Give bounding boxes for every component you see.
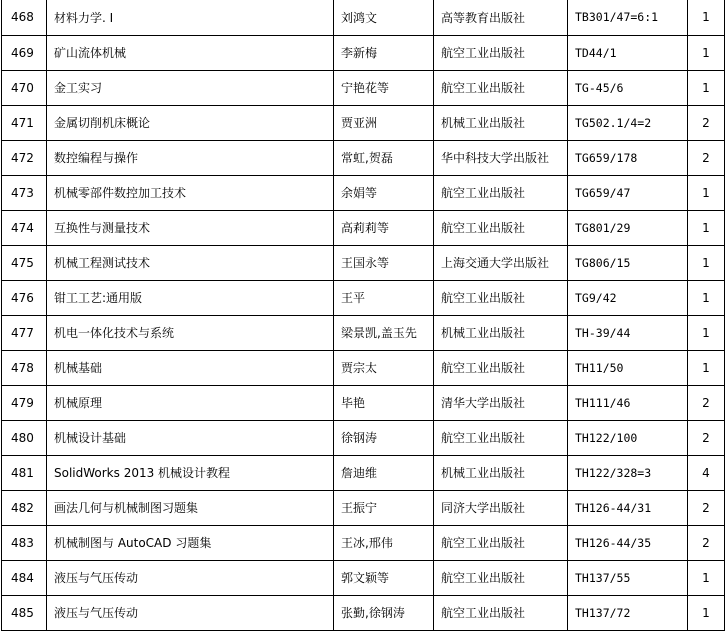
book-title-cell: 数控编程与操作 [47,140,334,175]
row-number-cell: 479 [2,385,47,420]
book-title-cell: 液压与气压传动 [47,560,334,595]
author-cell: 常虹,贺磊 [334,140,434,175]
publisher-cell: 航空工业出版社 [434,560,568,595]
row-number-cell: 483 [2,525,47,560]
table-row [2,0,725,35]
publisher-cell: 航空工业出版社 [434,210,568,245]
book-title-cell: 机电一体化技术与系统 [47,315,334,350]
author-cell: 王振宁 [334,490,434,525]
author-cell: 张勤,徐钢涛 [334,595,434,630]
row-number-cell: 478 [2,350,47,385]
book-title-cell: 机械原理 [47,385,334,420]
publisher-cell: 机械工业出版社 [434,315,568,350]
book-title-cell: 金属切削机床概论 [47,105,334,140]
quantity-cell: 1 [688,280,725,315]
book-title-cell: 画法几何与机械制图习题集 [47,490,334,525]
row-number-cell: 473 [2,175,47,210]
quantity-cell: 1 [688,245,725,280]
call-number-cell: TG-45/6 [568,70,688,105]
publisher-cell: 航空工业出版社 [434,595,568,630]
quantity-cell: 2 [688,525,725,560]
publisher-cell: 航空工业出版社 [434,280,568,315]
row-number-cell: 472 [2,140,47,175]
quantity-cell: 2 [688,105,725,140]
publisher-cell: 航空工业出版社 [434,350,568,385]
row-number-cell: 475 [2,245,47,280]
call-number-cell: TG659/47 [568,175,688,210]
book-title-cell: 机械基础 [47,350,334,385]
publisher-cell: 同济大学出版社 [434,490,568,525]
row-number-cell: 485 [2,595,47,630]
author-cell: 王平 [334,280,434,315]
author-cell: 詹迪维 [334,455,434,490]
table-row [2,315,725,350]
call-number-cell: TH-39/44 [568,315,688,350]
author-cell: 贾宗太 [334,350,434,385]
table-row [2,420,725,455]
table-row [2,175,725,210]
publisher-cell: 华中科技大学出版社 [434,140,568,175]
publisher-cell: 航空工业出版社 [434,525,568,560]
call-number-cell: TH137/55 [568,560,688,595]
author-cell: 徐钢涛 [334,420,434,455]
book-title-cell: 矿山流体机械 [47,35,334,70]
table-row [2,245,725,280]
author-cell: 贾亚洲 [334,105,434,140]
call-number-cell: TH126-44/35 [568,525,688,560]
table-row [2,490,725,525]
author-cell: 高莉莉等 [334,210,434,245]
call-number-cell: TH137/72 [568,595,688,630]
quantity-cell: 2 [688,140,725,175]
row-number-cell: 477 [2,315,47,350]
publisher-cell: 航空工业出版社 [434,70,568,105]
row-number-cell: 482 [2,490,47,525]
publisher-cell: 上海交通大学出版社 [434,245,568,280]
quantity-cell: 2 [688,490,725,525]
quantity-cell: 2 [688,420,725,455]
book-title-cell: 材料力学. I [47,0,334,35]
call-number-cell: TB301/47=6:1 [568,0,688,35]
call-number-cell: TH111/46 [568,385,688,420]
book-title-cell: 机械零部件数控加工技术 [47,175,334,210]
book-title-cell: 互换性与测量技术 [47,210,334,245]
row-number-cell: 474 [2,210,47,245]
row-number-cell: 471 [2,105,47,140]
table-row [2,70,725,105]
author-cell: 王冰,邢伟 [334,525,434,560]
call-number-cell: TG801/29 [568,210,688,245]
table-row [2,560,725,595]
author-cell: 余娟等 [334,175,434,210]
author-cell: 刘鸿文 [334,0,434,35]
table-row [2,140,725,175]
publisher-cell: 机械工业出版社 [434,455,568,490]
quantity-cell: 1 [688,315,725,350]
book-title-cell: SolidWorks 2013 机械设计教程 [47,455,334,490]
row-number-cell: 476 [2,280,47,315]
author-cell: 梁景凯,盖玉先 [334,315,434,350]
publisher-cell: 清华大学出版社 [434,385,568,420]
table-row [2,350,725,385]
quantity-cell: 1 [688,560,725,595]
call-number-cell: TH122/328=3 [568,455,688,490]
table-row [2,595,725,630]
table-row [2,455,725,490]
book-title-cell: 钳工工艺:通用版 [47,280,334,315]
row-number-cell: 470 [2,70,47,105]
call-number-cell: TD44/1 [568,35,688,70]
quantity-cell: 1 [688,210,725,245]
book-list-body [2,0,725,630]
row-number-cell: 469 [2,35,47,70]
table-row [2,35,725,70]
publisher-cell: 航空工业出版社 [434,175,568,210]
author-cell: 毕艳 [334,385,434,420]
publisher-cell: 航空工业出版社 [434,420,568,455]
publisher-cell: 航空工业出版社 [434,35,568,70]
quantity-cell: 2 [688,385,725,420]
author-cell: 宁艳花等 [334,70,434,105]
book-title-cell: 机械工程测试技术 [47,245,334,280]
call-number-cell: TG9/42 [568,280,688,315]
quantity-cell: 1 [688,35,725,70]
call-number-cell: TG806/15 [568,245,688,280]
book-title-cell: 金工实习 [47,70,334,105]
call-number-cell: TG502.1/4=2 [568,105,688,140]
row-number-cell: 484 [2,560,47,595]
call-number-cell: TH122/100 [568,420,688,455]
book-list-table [1,0,725,631]
quantity-cell: 1 [688,70,725,105]
quantity-cell: 1 [688,595,725,630]
author-cell: 王国永等 [334,245,434,280]
publisher-cell: 高等教育出版社 [434,0,568,35]
book-title-cell: 液压与气压传动 [47,595,334,630]
quantity-cell: 4 [688,455,725,490]
quantity-cell: 1 [688,175,725,210]
row-number-cell: 468 [2,0,47,35]
table-row [2,525,725,560]
quantity-cell: 1 [688,0,725,35]
row-number-cell: 481 [2,455,47,490]
call-number-cell: TG659/178 [568,140,688,175]
table-row [2,210,725,245]
author-cell: 李新梅 [334,35,434,70]
book-title-cell: 机械设计基础 [47,420,334,455]
book-title-cell: 机械制图与 AutoCAD 习题集 [47,525,334,560]
table-row [2,280,725,315]
row-number-cell: 480 [2,420,47,455]
table-row [2,105,725,140]
author-cell: 郭文颖等 [334,560,434,595]
call-number-cell: TH126-44/31 [568,490,688,525]
publisher-cell: 机械工业出版社 [434,105,568,140]
quantity-cell: 1 [688,350,725,385]
call-number-cell: TH11/50 [568,350,688,385]
table-row [2,385,725,420]
